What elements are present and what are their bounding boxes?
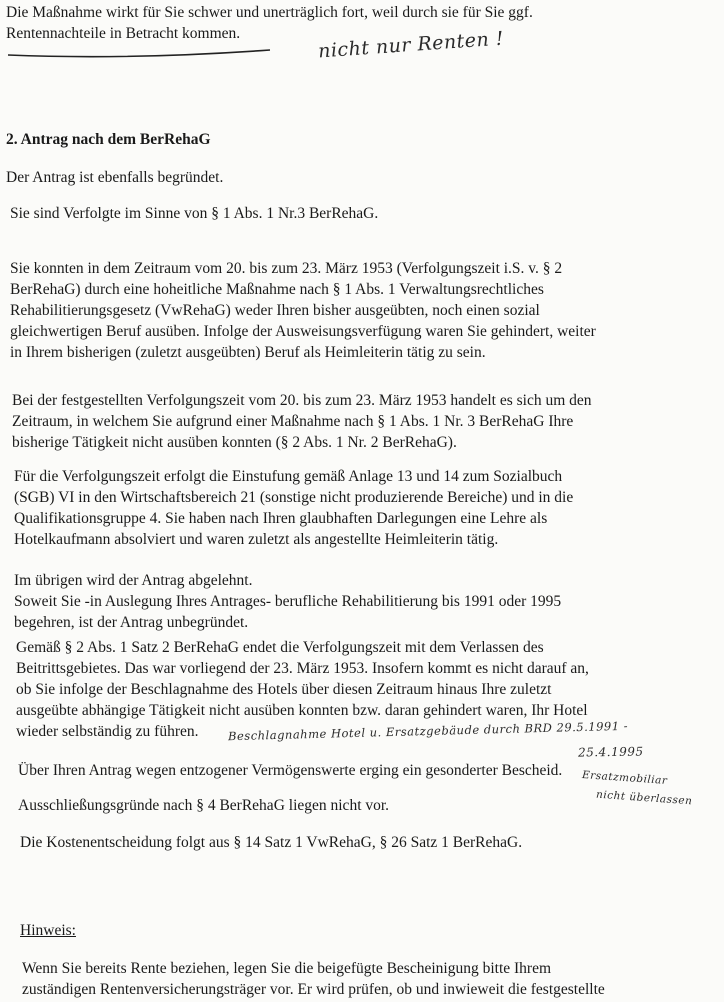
text-line: Hotelkaufmann absolviert und waren zuletzt als angestellte Heimleiterin tätig. bbox=[14, 531, 499, 548]
pen-underline bbox=[8, 50, 270, 57]
text-line: Gemäß § 2 Abs. 1 Satz 2 BerRehaG endet die Verfolgungszeit mit dem Verlassen des bbox=[16, 639, 544, 656]
text-line: Sie sind Verfolgte im Sinne von § 1 Abs. 1 Nr.3 BerRehaG. bbox=[10, 205, 379, 222]
text-line: Sie konnten in dem Zeitraum vom 20. bis zum 23. März 1953 (Verfolgungszeit i.S. v. § 2 bbox=[10, 260, 563, 277]
text-line: Zeitraum, in welchem Sie aufgrund einer Maßnahme nach § 1 Abs. 1 Nr. 3 BerRehaG Ihre bbox=[12, 413, 574, 430]
section-heading: 2. Antrag nach dem BerRehaG bbox=[6, 131, 211, 148]
handwritten-note-date: 25.4.1995 bbox=[577, 744, 644, 760]
text-line: ausgeübte abhängige Tätigkeit nicht ausüben konnten bzw. daran gehindert waren, Ihr Hotel bbox=[16, 702, 588, 719]
paragraph bbox=[14, 570, 561, 633]
handwritten-note-margin: Ersatzmobiliar bbox=[581, 769, 668, 787]
text-line: bisherige Tätigkeit nicht ausüben konnten (§ 2 Abs. 1 Nr. 2 BerRehaG). bbox=[12, 434, 457, 451]
text-line: Die Kostenentscheidung folgt aus § 14 Satz 1 VwRehaG, § 26 Satz 1 BerRehaG. bbox=[20, 834, 523, 851]
paragraph bbox=[10, 203, 378, 224]
paragraph bbox=[14, 466, 573, 550]
text-line: in Ihrem bisherigen (zuletzt ausgeübten) Beruf als Heimleiterin tätig zu sein. bbox=[10, 344, 486, 361]
text-line: Rehabilitierungsgesetz (VwRehaG) weder Ihren bisher ausgeübten, noch einen sozial bbox=[10, 302, 540, 319]
text-line: wieder selbständig zu führen. bbox=[16, 723, 199, 740]
paragraph bbox=[20, 832, 522, 853]
text-line: Soweit Sie -in Auslegung Ihres Antrages- berufliche Rehabilitierung bis 1991 oder 1995 bbox=[14, 593, 562, 610]
text-line: Rentennachteile in Betracht kommen. bbox=[6, 25, 241, 42]
text-line: Über Ihren Antrag wegen entzogener Vermögenswerte erging ein gesonderter Bescheid. bbox=[18, 762, 563, 779]
text-line: Wenn Sie bereits Rente beziehen, legen Sie die beigefügte Bescheinigung bitte Ihrem bbox=[22, 960, 552, 977]
text-line: ob Sie infolge der Beschlagnahme des Hotels über diesen Zeitraum hinaus Ihre zuletzt bbox=[16, 681, 552, 698]
paragraph bbox=[10, 258, 596, 363]
text-line: begehren, ist der Antrag unbegründet. bbox=[14, 614, 249, 631]
text-line: Im übrigen wird der Antrag abgelehnt. bbox=[14, 572, 253, 589]
text-line: zuständigen Rentenversicherungsträger vor. Er wird prüfen, ob und inwieweit die festgestellte bbox=[22, 981, 605, 998]
text-line: BerRehaG) durch eine hoheitliche Maßnahme nach § 1 Abs. 1 Verwaltungsrechtliches bbox=[10, 281, 544, 298]
paragraph bbox=[18, 795, 389, 816]
text-line: Die Maßnahme wirkt für Sie schwer und unerträglich fort, weil durch sie für Sie ggf. bbox=[6, 4, 533, 21]
text-line: Beitrittsgebietes. Das war vorliegend der 23. März 1953. Insofern kommt es nicht darauf an, bbox=[16, 660, 589, 677]
paragraph bbox=[6, 167, 223, 188]
handwritten-note-hotel: Beschlagnahme Hotel u. Ersatzgebäude durch BRD 29.5.1991 - bbox=[227, 718, 629, 744]
text-line: Qualifikationsgruppe 4. Sie haben nach Ihren glaubhaften Darlegungen eine Lehre als bbox=[14, 510, 548, 527]
handwritten-note-top: nicht nur Renten ! bbox=[317, 27, 505, 63]
text-line: Der Antrag ist ebenfalls begründet. bbox=[6, 169, 224, 186]
text-line: gleichwertigen Beruf ausüben. Infolge der Ausweisungsverfügung waren Sie gehindert, weiter bbox=[10, 323, 596, 340]
text-line: Für die Verfolgungszeit erfolgt die Einstufung gemäß Anlage 13 und 14 zum Sozialbuch bbox=[14, 468, 563, 485]
hinweis-heading: Hinweis: bbox=[20, 922, 76, 939]
text-line: Bei der festgestellten Verfolgungszeit vom 20. bis zum 23. März 1953 handelt es sich um den bbox=[12, 392, 592, 409]
paragraph bbox=[18, 760, 562, 781]
hinweis-paragraph bbox=[22, 958, 605, 1000]
text-line: (SGB) VI in den Wirtschaftsbereich 21 (sonstige nicht produzierende Bereiche) und in die bbox=[14, 489, 574, 506]
text-line: Ausschließungsgründe nach § 4 BerRehaG liegen nicht vor. bbox=[18, 797, 390, 814]
handwritten-note-margin: nicht überlassen bbox=[595, 788, 693, 808]
paragraph bbox=[12, 390, 592, 453]
